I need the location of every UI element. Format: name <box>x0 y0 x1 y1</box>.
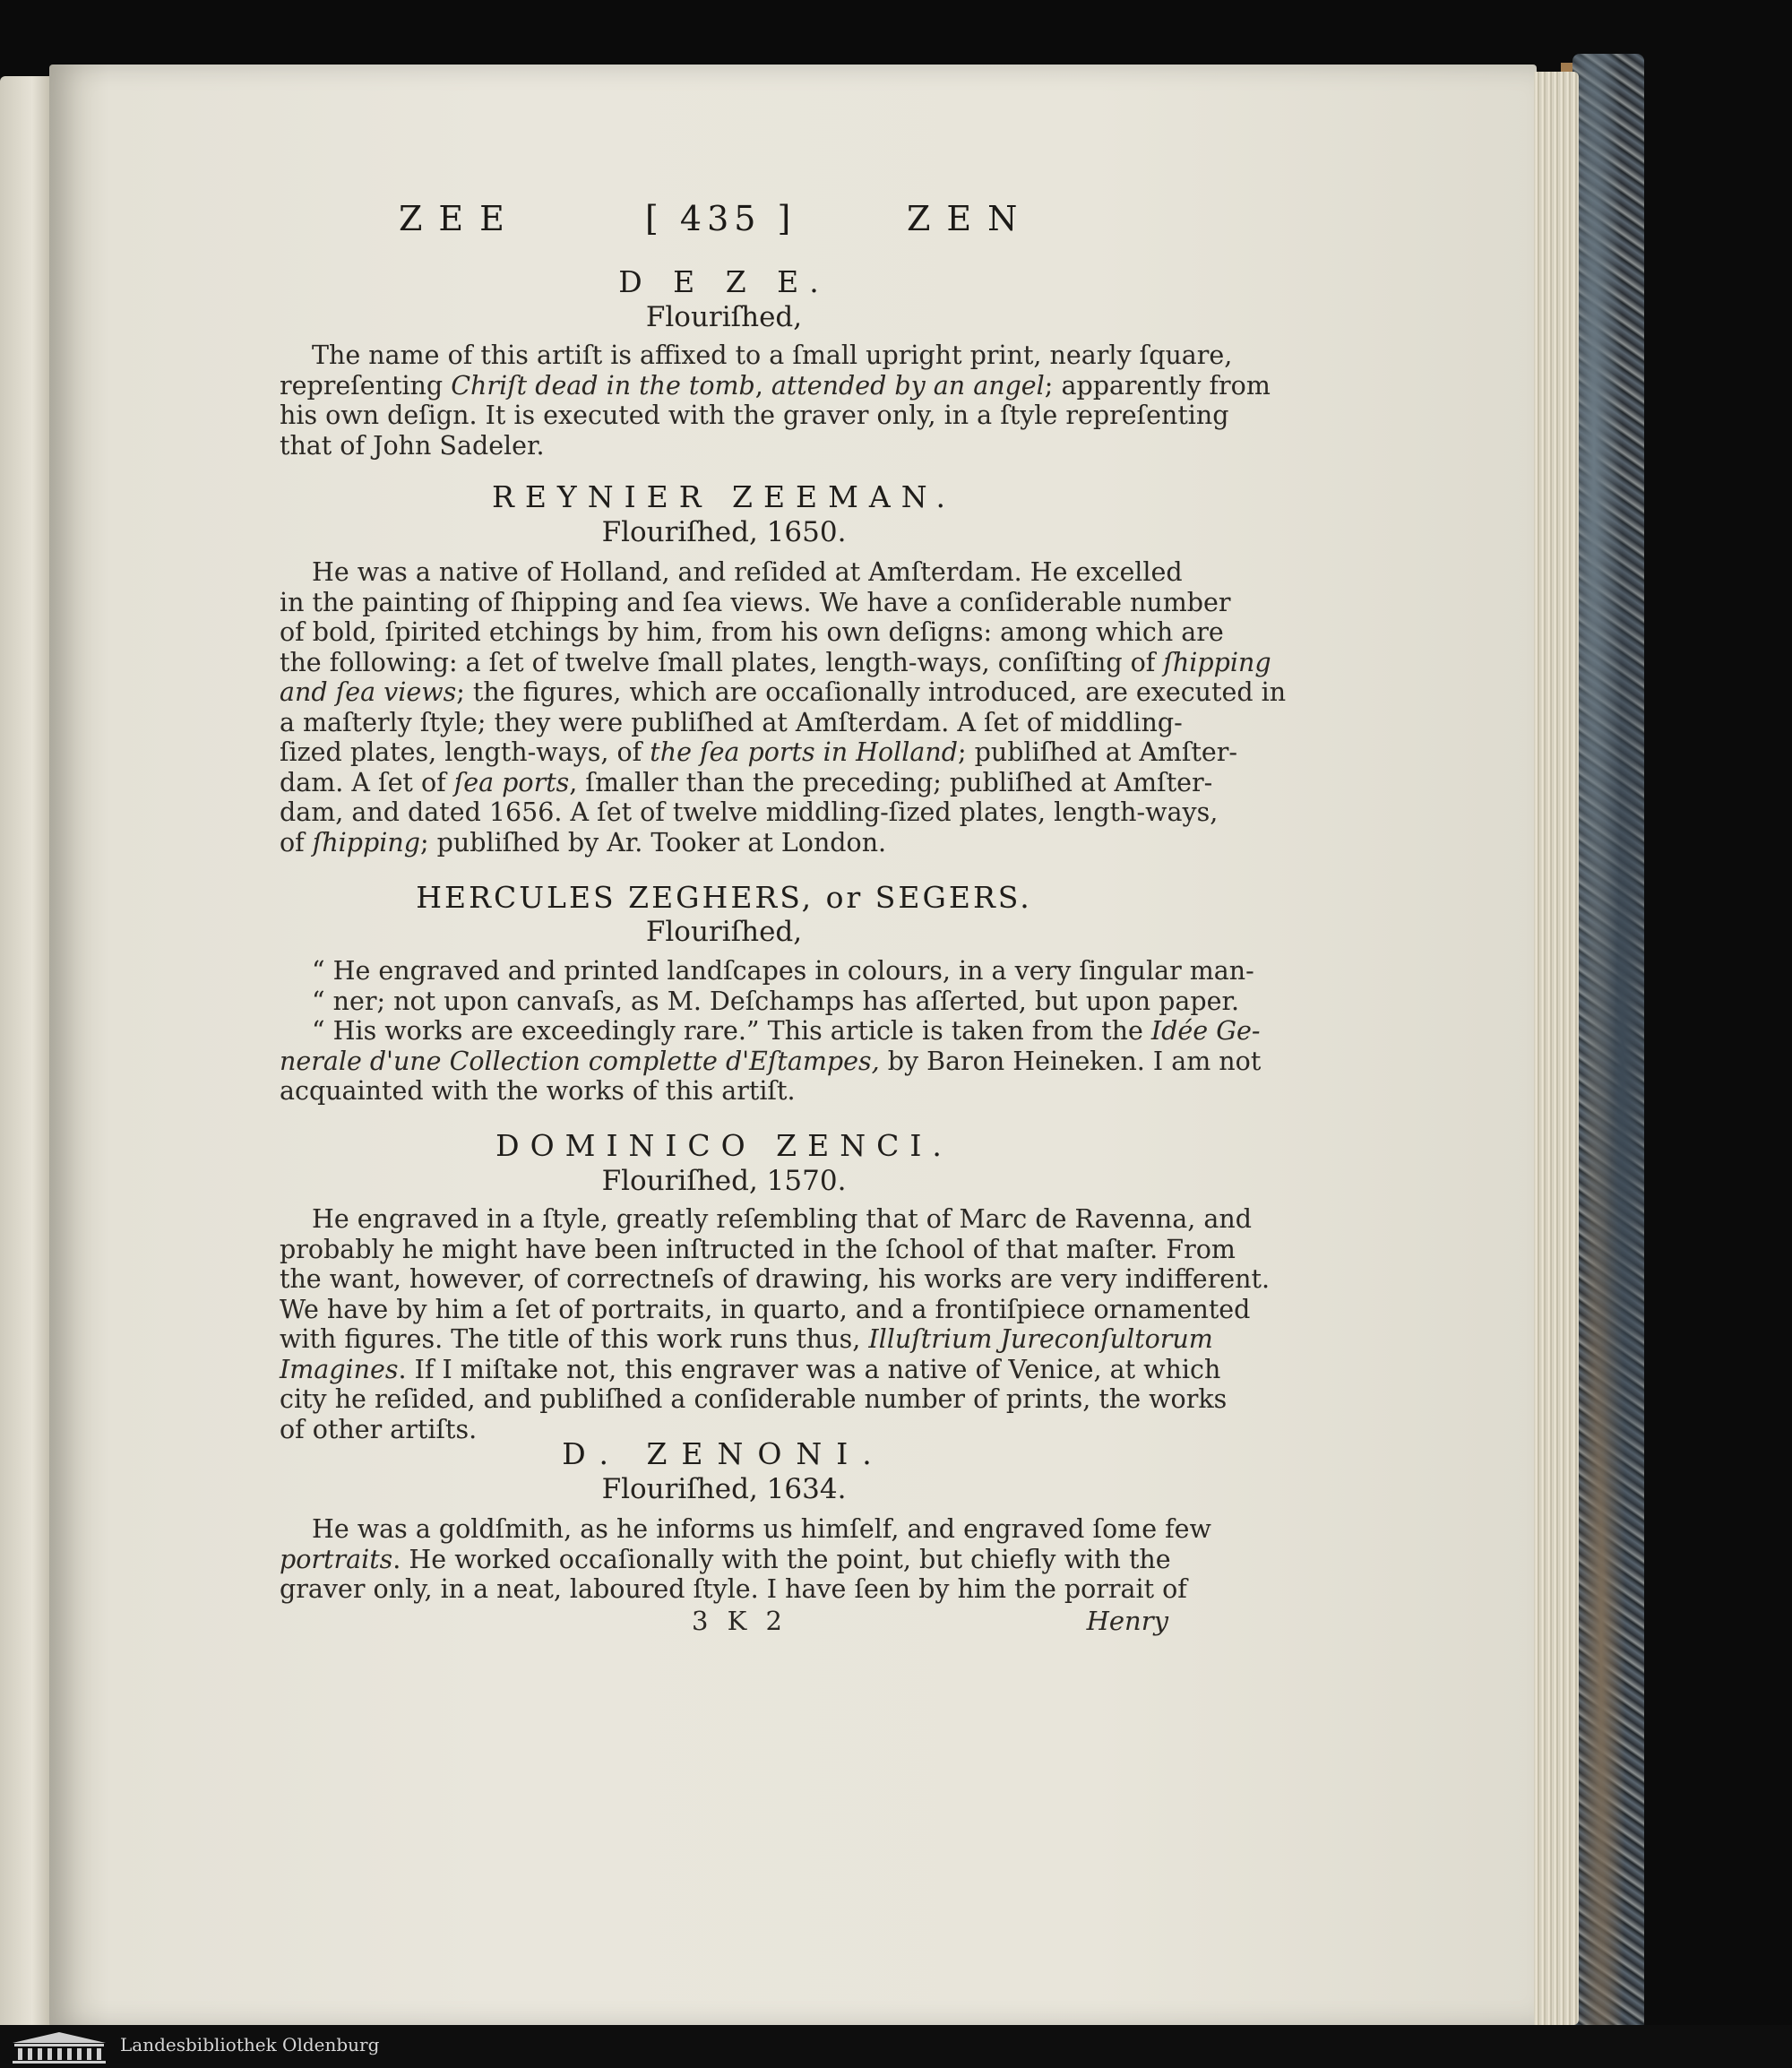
entry-flourished: Flouriſhed, 1634. <box>601 1473 847 1505</box>
page-number: [ 435 ] <box>645 199 797 238</box>
text-line: “ His works are exceedingly rare.” This article is taken from the Idée Ge- <box>312 1016 1261 1046</box>
page-edges <box>1534 72 1579 2025</box>
text-line: the following: a ſet of twelve ſmall plates, length-ways, conſiſting of ſhipping <box>280 647 1271 677</box>
entry-title: D. ZENONI. <box>562 1436 886 1471</box>
text-line: dam. A ſet of ſea ports, ſmaller than the preceding; publiſhed at Amſter- <box>280 767 1213 797</box>
text-line: in the painting of ſhipping and ſea views. We have a conſiderable number <box>280 587 1231 617</box>
text-line: nerale d'une Collection complette d'Eſtampes, by Baron Heineken. I am not <box>280 1046 1262 1076</box>
entry-text <box>280 956 1262 1107</box>
header-left: ZEE <box>399 199 521 238</box>
text-line: He engraved in a ſtyle, greatly reſembling that of Marc de Ravenna, and <box>312 1204 1252 1234</box>
text-line: ſized plates, length-ways, of the ſea ports in Holland; publiſhed at Amſter- <box>280 737 1238 767</box>
text-line: dam, and dated 1656. A ſet of twelve middling-ſized plates, length-ways, <box>280 797 1219 827</box>
text-line: Imagines. If I miſtake not, this engraver was a native of Venice, at which <box>280 1354 1221 1384</box>
text-line: with figures. The title of this work runs thus, Illuſtrium Jureconſultorum <box>280 1324 1213 1354</box>
catchword: Henry <box>1086 1606 1168 1636</box>
text-line: “ ner; not upon canvaſs, as M. Deſchamps has aſſerted, but upon paper. <box>312 986 1240 1016</box>
entry-flourished: Flouriſhed, 1570. <box>601 1165 847 1197</box>
entry-flourished: Flouriſhed, 1650. <box>601 516 847 548</box>
text-line: The name of this artiſt is affixed to a ſmall upright print, nearly ſquare, <box>312 340 1233 370</box>
entry-text <box>280 340 1271 461</box>
entry-flourished: Flouriſhed, <box>645 916 803 948</box>
entry-title: HERCULES ZEGHERS, or SEGERS. <box>416 880 1032 915</box>
text-line: his own deſign. It is executed with the graver only, in a ſtyle repreſenting <box>280 401 1229 430</box>
entry-text <box>280 1204 1271 1444</box>
text-line: the want, however, of correctneſs of drawing, his works are very indifferent. <box>280 1264 1271 1294</box>
text-line: that of John Sadeler. <box>280 430 545 461</box>
entry-title: DOMINICO ZENCI. <box>495 1128 952 1163</box>
text-line: We have by him a ſet of portraits, in quarto, and a frontiſpiece ornamented <box>280 1294 1251 1324</box>
text-line: city he reſided, and publiſhed a conſiderable number of prints, the works <box>280 1384 1228 1414</box>
text-line: graver only, in a neat, laboured ſtyle. I have ſeen by him the porrait of <box>280 1574 1187 1604</box>
entry-text <box>280 1514 1211 1605</box>
header-right: ZEN <box>907 199 1034 238</box>
running-header <box>280 199 1168 249</box>
text-line: of other artiſts. <box>280 1414 478 1444</box>
text-line: He was a goldſmith, as he informs us himſelf, and engraved ſome few <box>312 1514 1211 1544</box>
text-line: and ſea views; the figures, which are occaſionally introduced, are executed in <box>280 677 1287 707</box>
entry-flourished: Flouriſhed, <box>645 301 803 333</box>
library-name: Landesbibliothek Oldenburg <box>120 2034 380 2055</box>
facing-page-edge <box>0 76 54 2047</box>
text-line: repreſenting Chriſt dead in the tomb, attended by an angel; apparently from <box>280 370 1271 401</box>
text-line: a maſterly ſtyle; they were publiſhed at Amſterdam. A ſet of middling- <box>280 707 1183 737</box>
text-line: probably he might have been inſtructed in the ſchool of that maſter. From <box>280 1234 1236 1264</box>
text-line: “ He engraved and printed landſcapes in colours, in a very ſingular man- <box>312 956 1254 986</box>
library-building-icon <box>11 2030 108 2064</box>
page-footer <box>280 1607 1168 1642</box>
text-line: acquainted with the works of this artiſt. <box>280 1076 796 1106</box>
entry-title: D E Z E. <box>618 264 830 299</box>
text-line: of bold, ſpirited etchings by him, from his own deſigns: among which are <box>280 617 1224 647</box>
marbled-cover-board <box>1572 54 1644 2052</box>
entry-title: REYNIER ZEEMAN. <box>491 479 957 514</box>
text-line: He was a native of Holland, and reſided at Amſterdam. He excelled <box>312 557 1183 587</box>
text-line: portraits. He worked occaſionally with the point, but chiefly with the <box>280 1544 1171 1574</box>
text-line: of ſhipping; publiſhed by Ar. Tooker at London. <box>280 827 887 857</box>
signature-mark: 3 K 2 <box>692 1606 788 1636</box>
entry-text <box>280 557 1287 857</box>
